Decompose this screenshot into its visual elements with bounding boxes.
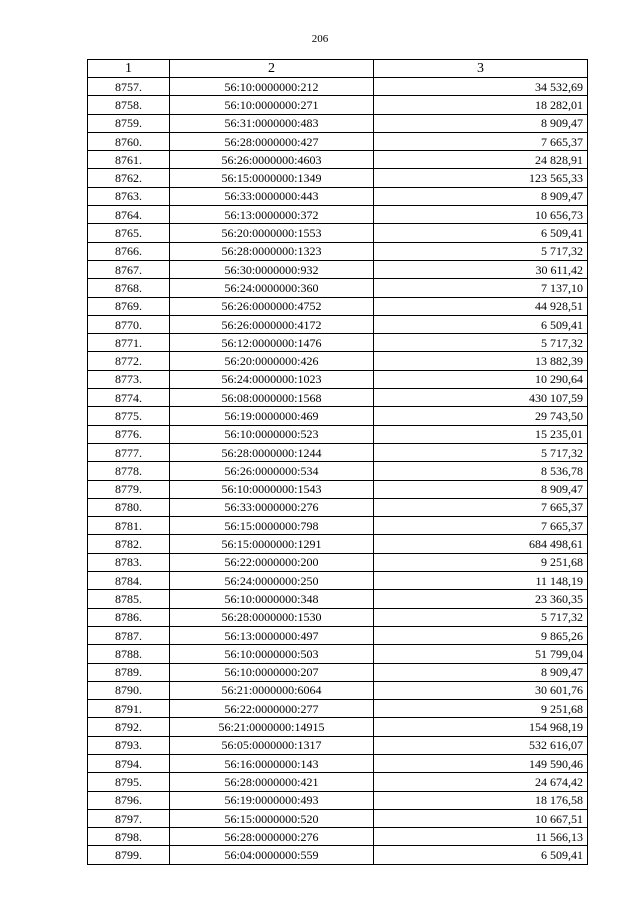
table-row xyxy=(88,498,588,516)
row-number-cell: 8757. xyxy=(88,78,170,96)
cadastral-number-cell: 56:15:0000000:798 xyxy=(170,517,374,535)
row-number-cell: 8798. xyxy=(88,828,170,846)
value-cell: 29 743,50 xyxy=(374,407,588,425)
cadastral-number-cell: 56:04:0000000:559 xyxy=(170,846,374,864)
table-row xyxy=(88,78,588,96)
cadastral-number-cell: 56:28:0000000:427 xyxy=(170,132,374,150)
cadastral-number-cell: 56:05:0000000:1317 xyxy=(170,736,374,754)
value-cell: 6 509,41 xyxy=(374,315,588,333)
table-row xyxy=(88,169,588,187)
table-row xyxy=(88,736,588,754)
row-number-cell: 8766. xyxy=(88,242,170,260)
row-number-cell: 8788. xyxy=(88,645,170,663)
table-row xyxy=(88,626,588,644)
row-number-cell: 8767. xyxy=(88,260,170,278)
value-cell: 5 717,32 xyxy=(374,443,588,461)
row-number-cell: 8783. xyxy=(88,553,170,571)
value-cell: 34 532,69 xyxy=(374,78,588,96)
cadastral-number-cell: 56:21:0000000:6064 xyxy=(170,681,374,699)
cadastral-number-cell: 56:28:0000000:276 xyxy=(170,828,374,846)
row-number-cell: 8796. xyxy=(88,791,170,809)
value-cell: 149 590,46 xyxy=(374,754,588,772)
table-row xyxy=(88,260,588,278)
table-row xyxy=(88,773,588,791)
row-number-cell: 8765. xyxy=(88,224,170,242)
cadastral-number-cell: 56:19:0000000:493 xyxy=(170,791,374,809)
value-cell: 8 909,47 xyxy=(374,663,588,681)
cadastral-number-cell: 56:15:0000000:1349 xyxy=(170,169,374,187)
row-number-cell: 8784. xyxy=(88,572,170,590)
cadastral-number-cell: 56:28:0000000:421 xyxy=(170,773,374,791)
table-row xyxy=(88,370,588,388)
value-cell: 44 928,51 xyxy=(374,297,588,315)
cadastral-number-cell: 56:21:0000000:14915 xyxy=(170,718,374,736)
column-header-1: 1 xyxy=(88,60,170,78)
value-cell: 8 909,47 xyxy=(374,480,588,498)
value-cell: 430 107,59 xyxy=(374,389,588,407)
value-cell: 5 717,32 xyxy=(374,608,588,626)
table-row xyxy=(88,517,588,535)
table-row xyxy=(88,462,588,480)
row-number-cell: 8761. xyxy=(88,151,170,169)
cadastral-number-cell: 56:20:0000000:426 xyxy=(170,352,374,370)
row-number-cell: 8794. xyxy=(88,754,170,772)
cadastral-number-cell: 56:31:0000000:483 xyxy=(170,114,374,132)
table-row xyxy=(88,206,588,224)
cadastral-number-cell: 56:15:0000000:1291 xyxy=(170,535,374,553)
value-cell: 24 674,42 xyxy=(374,773,588,791)
table-row xyxy=(88,315,588,333)
table-row xyxy=(88,718,588,736)
cadastral-number-cell: 56:10:0000000:212 xyxy=(170,78,374,96)
cadastral-number-cell: 56:15:0000000:520 xyxy=(170,809,374,827)
row-number-cell: 8759. xyxy=(88,114,170,132)
table-row xyxy=(88,334,588,352)
row-number-cell: 8792. xyxy=(88,718,170,736)
cadastral-number-cell: 56:26:0000000:4603 xyxy=(170,151,374,169)
row-number-cell: 8776. xyxy=(88,425,170,443)
data-table xyxy=(87,59,588,865)
cadastral-number-cell: 56:33:0000000:443 xyxy=(170,187,374,205)
row-number-cell: 8774. xyxy=(88,389,170,407)
row-number-cell: 8780. xyxy=(88,498,170,516)
column-header-3: 3 xyxy=(374,60,588,78)
value-cell: 10 667,51 xyxy=(374,809,588,827)
value-cell: 8 909,47 xyxy=(374,114,588,132)
value-cell: 8 909,47 xyxy=(374,187,588,205)
value-cell: 51 799,04 xyxy=(374,645,588,663)
value-cell: 7 665,37 xyxy=(374,132,588,150)
value-cell: 8 536,78 xyxy=(374,462,588,480)
value-cell: 5 717,32 xyxy=(374,334,588,352)
value-cell: 15 235,01 xyxy=(374,425,588,443)
cadastral-number-cell: 56:28:0000000:1530 xyxy=(170,608,374,626)
row-number-cell: 8786. xyxy=(88,608,170,626)
cadastral-number-cell: 56:22:0000000:200 xyxy=(170,553,374,571)
table-row xyxy=(88,828,588,846)
value-cell: 23 360,35 xyxy=(374,590,588,608)
row-number-cell: 8799. xyxy=(88,846,170,864)
value-cell: 5 717,32 xyxy=(374,242,588,260)
row-number-cell: 8772. xyxy=(88,352,170,370)
cadastral-number-cell: 56:10:0000000:348 xyxy=(170,590,374,608)
row-number-cell: 8782. xyxy=(88,535,170,553)
row-number-cell: 8790. xyxy=(88,681,170,699)
row-number-cell: 8763. xyxy=(88,187,170,205)
table-row xyxy=(88,132,588,150)
cadastral-number-cell: 56:24:0000000:360 xyxy=(170,279,374,297)
table-row xyxy=(88,681,588,699)
cadastral-number-cell: 56:22:0000000:277 xyxy=(170,700,374,718)
cadastral-number-cell: 56:33:0000000:276 xyxy=(170,498,374,516)
table-row xyxy=(88,645,588,663)
table-row xyxy=(88,663,588,681)
table-row xyxy=(88,590,588,608)
row-number-cell: 8791. xyxy=(88,700,170,718)
value-cell: 30 601,76 xyxy=(374,681,588,699)
value-cell: 30 611,42 xyxy=(374,260,588,278)
row-number-cell: 8758. xyxy=(88,96,170,114)
table-row xyxy=(88,608,588,626)
row-number-cell: 8771. xyxy=(88,334,170,352)
cadastral-number-cell: 56:10:0000000:523 xyxy=(170,425,374,443)
value-cell: 13 882,39 xyxy=(374,352,588,370)
cadastral-number-cell: 56:10:0000000:1543 xyxy=(170,480,374,498)
row-number-cell: 8789. xyxy=(88,663,170,681)
value-cell: 532 616,07 xyxy=(374,736,588,754)
row-number-cell: 8795. xyxy=(88,773,170,791)
cadastral-number-cell: 56:13:0000000:497 xyxy=(170,626,374,644)
table-row xyxy=(88,553,588,571)
cadastral-number-cell: 56:28:0000000:1244 xyxy=(170,443,374,461)
row-number-cell: 8777. xyxy=(88,443,170,461)
table-row xyxy=(88,279,588,297)
table-header xyxy=(88,60,588,78)
table-row xyxy=(88,809,588,827)
value-cell: 18 176,58 xyxy=(374,791,588,809)
row-number-cell: 8764. xyxy=(88,206,170,224)
row-number-cell: 8762. xyxy=(88,169,170,187)
page-number: 206 xyxy=(311,33,329,45)
cadastral-number-cell: 56:12:0000000:1476 xyxy=(170,334,374,352)
value-cell: 11 148,19 xyxy=(374,572,588,590)
cadastral-number-cell: 56:30:0000000:932 xyxy=(170,260,374,278)
row-number-cell: 8793. xyxy=(88,736,170,754)
value-cell: 154 968,19 xyxy=(374,718,588,736)
cadastral-number-cell: 56:26:0000000:4172 xyxy=(170,315,374,333)
cadastral-number-cell: 56:13:0000000:372 xyxy=(170,206,374,224)
cadastral-number-cell: 56:19:0000000:469 xyxy=(170,407,374,425)
value-cell: 18 282,01 xyxy=(374,96,588,114)
cadastral-number-cell: 56:10:0000000:207 xyxy=(170,663,374,681)
cadastral-number-cell: 56:26:0000000:4752 xyxy=(170,297,374,315)
cadastral-number-cell: 56:10:0000000:503 xyxy=(170,645,374,663)
table-row xyxy=(88,242,588,260)
cadastral-number-cell: 56:08:0000000:1568 xyxy=(170,389,374,407)
row-number-cell: 8769. xyxy=(88,297,170,315)
row-number-cell: 8781. xyxy=(88,517,170,535)
value-cell: 6 509,41 xyxy=(374,846,588,864)
table-row xyxy=(88,846,588,864)
cadastral-number-cell: 56:26:0000000:534 xyxy=(170,462,374,480)
cadastral-number-cell: 56:28:0000000:1323 xyxy=(170,242,374,260)
table-row xyxy=(88,572,588,590)
table-row xyxy=(88,443,588,461)
value-cell: 6 509,41 xyxy=(374,224,588,242)
table-row xyxy=(88,389,588,407)
table-row xyxy=(88,480,588,498)
cadastral-number-cell: 56:24:0000000:250 xyxy=(170,572,374,590)
row-number-cell: 8773. xyxy=(88,370,170,388)
row-number-cell: 8797. xyxy=(88,809,170,827)
value-cell: 7 137,10 xyxy=(374,279,588,297)
table-row xyxy=(88,425,588,443)
value-cell: 123 565,33 xyxy=(374,169,588,187)
row-number-cell: 8770. xyxy=(88,315,170,333)
table-row xyxy=(88,352,588,370)
row-number-cell: 8785. xyxy=(88,590,170,608)
row-number-cell: 8760. xyxy=(88,132,170,150)
table-row xyxy=(88,151,588,169)
table-header-row xyxy=(88,60,588,78)
table-row xyxy=(88,224,588,242)
value-cell: 10 656,73 xyxy=(374,206,588,224)
table-row xyxy=(88,407,588,425)
table-row xyxy=(88,187,588,205)
value-cell: 7 665,37 xyxy=(374,517,588,535)
table-row xyxy=(88,114,588,132)
cadastral-number-cell: 56:16:0000000:143 xyxy=(170,754,374,772)
row-number-cell: 8775. xyxy=(88,407,170,425)
value-cell: 9 865,26 xyxy=(374,626,588,644)
table-row xyxy=(88,96,588,114)
value-cell: 684 498,61 xyxy=(374,535,588,553)
cadastral-number-cell: 56:24:0000000:1023 xyxy=(170,370,374,388)
row-number-cell: 8768. xyxy=(88,279,170,297)
table-row xyxy=(88,791,588,809)
value-cell: 9 251,68 xyxy=(374,553,588,571)
value-cell: 10 290,64 xyxy=(374,370,588,388)
table-row xyxy=(88,700,588,718)
row-number-cell: 8778. xyxy=(88,462,170,480)
row-number-cell: 8787. xyxy=(88,626,170,644)
value-cell: 9 251,68 xyxy=(374,700,588,718)
column-header-2: 2 xyxy=(170,60,374,78)
value-cell: 7 665,37 xyxy=(374,498,588,516)
cadastral-number-cell: 56:20:0000000:1553 xyxy=(170,224,374,242)
cadastral-number-cell: 56:10:0000000:271 xyxy=(170,96,374,114)
row-number-cell: 8779. xyxy=(88,480,170,498)
value-cell: 11 566,13 xyxy=(374,828,588,846)
table-body xyxy=(88,78,588,865)
table-row xyxy=(88,535,588,553)
value-cell: 24 828,91 xyxy=(374,151,588,169)
table-row xyxy=(88,754,588,772)
table-row xyxy=(88,297,588,315)
